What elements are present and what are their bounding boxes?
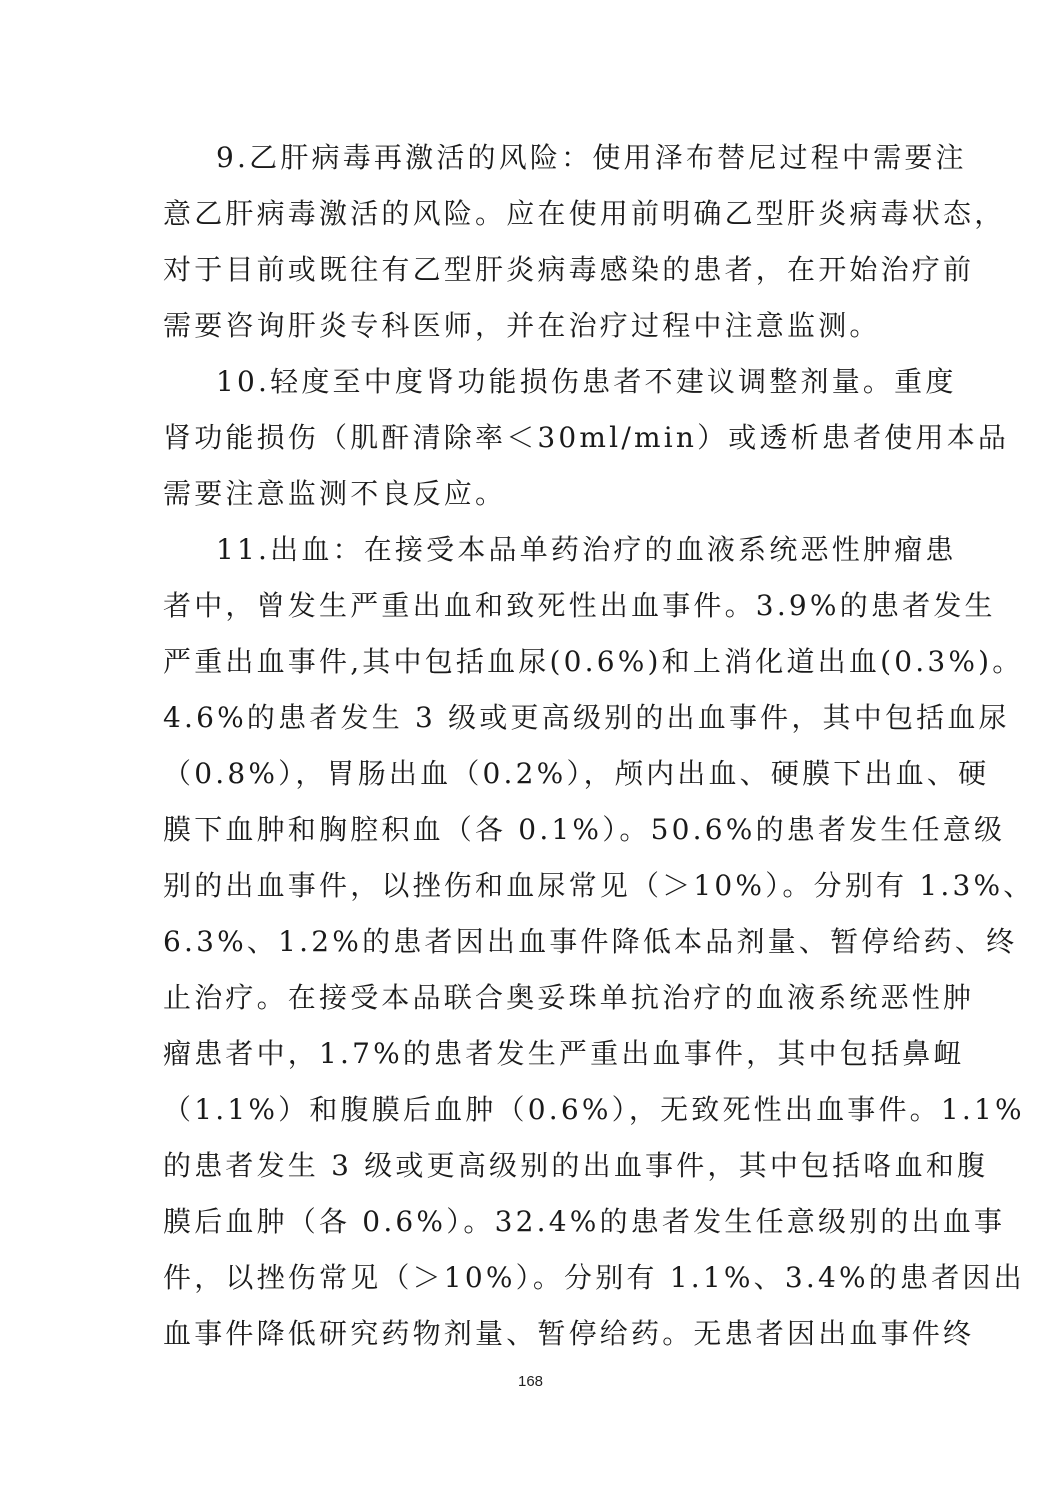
paragraph-11-line-5: （0.8%），胃肠出血（0.2%），颅内出血、硬膜下出血、硬 xyxy=(163,757,990,790)
paragraph-11-line-11: （1.1%）和腹膜后血肿（0.6%），无致死性出血事件。1.1% xyxy=(163,1093,1025,1126)
paragraph-11-line-6: 膜下血肿和胸腔积血（各 0.1%）。50.6%的患者发生任意级 xyxy=(163,813,1006,846)
paragraph-10-line-3: 需要注意监测不良反应。 xyxy=(163,477,507,510)
paragraph-11-line-2: 者中，曾发生严重出血和致死性出血事件。3.9%的患者发生 xyxy=(163,589,996,622)
paragraph-11-line-10: 瘤患者中，1.7%的患者发生严重出血事件，其中包括鼻衄 xyxy=(163,1037,965,1070)
paragraph-9-line-3: 对于目前或既往有乙型肝炎病毒感染的患者，在开始治疗前 xyxy=(163,253,975,286)
paragraph-11-line-9: 止治疗。在接受本品联合奥妥珠单抗治疗的血液系统恶性肿 xyxy=(163,981,975,1014)
paragraph-11-line-7: 别的出血事件，以挫伤和血尿常见（＞10%）。分别有 1.3%、 xyxy=(163,869,1035,902)
paragraph-9-line-1: 9.乙肝病毒再激活的风险：使用泽布替尼过程中需要注 xyxy=(216,141,967,174)
paragraph-11-line-13: 膜后血肿（各 0.6%）。32.4%的患者发生任意级别的出血事 xyxy=(163,1205,1006,1238)
paragraph-10-line-2: 肾功能损伤（肌酐清除率＜30ml/min）或透析患者使用本品 xyxy=(163,421,1010,454)
paragraph-10-line-1: 10.轻度至中度肾功能损伤患者不建议调整剂量。重度 xyxy=(216,365,957,398)
paragraph-9-line-4: 需要咨询肝炎专科医师，并在治疗过程中注意监测。 xyxy=(163,309,881,342)
page-number: 168 xyxy=(517,1373,544,1390)
paragraph-11-line-15: 血事件降低研究药物剂量、暂停给药。无患者因出血事件终 xyxy=(163,1317,975,1350)
paragraph-11-line-8: 6.3%、1.2%的患者因出血事件降低本品剂量、暂停给药、终 xyxy=(163,925,1018,958)
paragraph-9-line-2: 意乙肝病毒激活的风险。应在使用前明确乙型肝炎病毒状态， xyxy=(163,197,1006,230)
paragraph-11-line-3: 严重出血事件,其中包括血尿(0.6%)和上消化道出血(0.3%)。 xyxy=(163,645,1024,678)
paragraph-11-line-14: 件，以挫伤常见（＞10%）。分别有 1.1%、3.4%的患者因出 xyxy=(163,1261,1025,1294)
paragraph-11-line-1: 11.出血：在接受本品单药治疗的血液系统恶性肿瘤患 xyxy=(216,533,957,566)
paragraph-11-line-4: 4.6%的患者发生 3 级或更高级别的出血事件，其中包括血尿 xyxy=(163,701,1010,734)
paragraph-11-line-12: 的患者发生 3 级或更高级别的出血事件，其中包括咯血和腹 xyxy=(163,1149,989,1182)
